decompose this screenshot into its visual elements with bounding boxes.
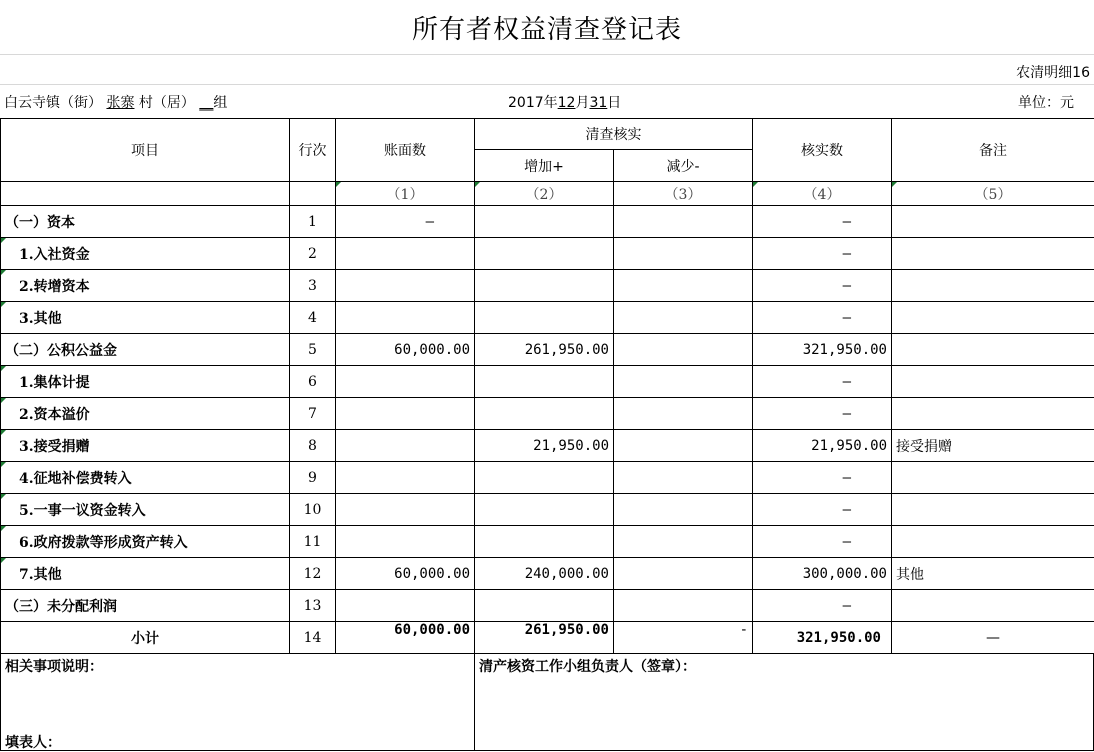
- row-item[interactable]: 5.一事一议资金转入: [1, 494, 290, 526]
- increase-cell[interactable]: [475, 462, 614, 494]
- table-row: [1, 430, 1094, 462]
- book-value-cell[interactable]: [336, 590, 475, 622]
- decrease-cell[interactable]: [614, 334, 753, 366]
- book-value-cell[interactable]: [336, 526, 475, 558]
- increase-cell[interactable]: [475, 302, 614, 334]
- verified-cell[interactable]: —: [753, 238, 892, 270]
- sheet-title: 所有者权益清查登记表: [0, 0, 1094, 55]
- row-number[interactable]: 3: [290, 270, 336, 302]
- row-item[interactable]: （一）资本: [1, 206, 290, 238]
- verified-cell[interactable]: 300,000.00: [753, 558, 892, 590]
- remark-cell[interactable]: [892, 270, 1094, 302]
- increase-cell[interactable]: [475, 494, 614, 526]
- remark-cell[interactable]: [892, 334, 1094, 366]
- table-row: [1, 590, 1094, 622]
- total-row-number[interactable]: 14: [290, 622, 336, 654]
- verified-cell[interactable]: —: [753, 590, 892, 622]
- row-number[interactable]: 6: [290, 366, 336, 398]
- verified-cell[interactable]: 21,950.00: [753, 430, 892, 462]
- header-row-1: [1, 119, 1094, 150]
- book-value-cell[interactable]: [336, 302, 475, 334]
- verified-cell[interactable]: —: [753, 398, 892, 430]
- total-increase[interactable]: 261,950.00: [475, 622, 614, 654]
- col-number: （4）: [753, 182, 892, 206]
- unit-label: 单位：元: [1018, 92, 1074, 112]
- col-book-value: 账面数: [336, 119, 475, 182]
- verified-cell[interactable]: —: [753, 526, 892, 558]
- col-increase: 增加+: [475, 150, 614, 182]
- row-item[interactable]: 1.集体计提: [1, 366, 290, 398]
- table-row: [1, 302, 1094, 334]
- row-item[interactable]: 1.入社资金: [1, 238, 290, 270]
- row-number[interactable]: 12: [290, 558, 336, 590]
- remark-cell[interactable]: [892, 238, 1094, 270]
- remark-cell[interactable]: [892, 366, 1094, 398]
- decrease-cell[interactable]: [614, 590, 753, 622]
- col-number: （3）: [614, 182, 753, 206]
- group-blank: __: [199, 95, 213, 111]
- decrease-cell[interactable]: [614, 206, 753, 238]
- book-value-cell[interactable]: —: [336, 206, 475, 238]
- col-number: （5）: [892, 182, 1094, 206]
- decrease-cell[interactable]: [614, 526, 753, 558]
- row-number[interactable]: 5: [290, 334, 336, 366]
- col-row-no: 行次: [290, 119, 336, 182]
- total-label[interactable]: 小计: [1, 622, 290, 654]
- table-row: [1, 334, 1094, 366]
- row-number[interactable]: 10: [290, 494, 336, 526]
- remark-cell[interactable]: [892, 526, 1094, 558]
- col-number: （1）: [336, 182, 475, 206]
- book-value-cell[interactable]: [336, 366, 475, 398]
- date-day: 31: [589, 95, 607, 111]
- row-item[interactable]: 6.政府拨款等形成资产转入: [1, 526, 290, 558]
- decrease-cell[interactable]: [614, 366, 753, 398]
- verified-cell[interactable]: 321,950.00: [753, 334, 892, 366]
- total-decrease[interactable]: -: [614, 622, 753, 654]
- date-year: 2017: [508, 95, 544, 111]
- increase-cell[interactable]: [475, 590, 614, 622]
- increase-cell[interactable]: [475, 270, 614, 302]
- increase-cell[interactable]: [475, 366, 614, 398]
- book-value-cell[interactable]: [336, 398, 475, 430]
- verified-cell[interactable]: —: [753, 462, 892, 494]
- decrease-cell[interactable]: [614, 430, 753, 462]
- increase-cell[interactable]: [475, 526, 614, 558]
- date-d: 日: [607, 95, 621, 111]
- report-date: [508, 92, 621, 112]
- row-item[interactable]: （二）公积公益金: [1, 334, 290, 366]
- form-number: 农清明细16: [1016, 62, 1090, 82]
- table-row: [1, 462, 1094, 494]
- increase-cell[interactable]: 240,000.00: [475, 558, 614, 590]
- row-item[interactable]: （三）未分配利润: [1, 590, 290, 622]
- decrease-cell[interactable]: [614, 462, 753, 494]
- decrease-cell[interactable]: [614, 302, 753, 334]
- town-label: 白云寺镇（街）: [4, 95, 102, 111]
- verified-cell[interactable]: —: [753, 494, 892, 526]
- row-number[interactable]: 8: [290, 430, 336, 462]
- book-value-cell[interactable]: 60,000.00: [336, 558, 475, 590]
- remark-cell[interactable]: [892, 206, 1094, 238]
- total-verified[interactable]: 321,950.00: [753, 622, 892, 654]
- remark-cell[interactable]: [892, 462, 1094, 494]
- book-value-cell[interactable]: [336, 430, 475, 462]
- increase-cell[interactable]: [475, 398, 614, 430]
- book-value-cell[interactable]: [336, 462, 475, 494]
- verified-cell[interactable]: —: [753, 302, 892, 334]
- total-book-value[interactable]: 60,000.00: [336, 622, 475, 654]
- col-item: 项目: [1, 119, 290, 182]
- remark-cell[interactable]: 接受捐赠: [892, 430, 1094, 462]
- increase-cell[interactable]: 261,950.00: [475, 334, 614, 366]
- equity-table: [0, 118, 1094, 654]
- table-row: [1, 494, 1094, 526]
- book-value-cell[interactable]: [336, 494, 475, 526]
- table-row: [1, 366, 1094, 398]
- row-number[interactable]: 13: [290, 590, 336, 622]
- filler-label: 填表人：: [5, 732, 61, 752]
- date-month: 12: [558, 95, 576, 111]
- increase-cell[interactable]: [475, 206, 614, 238]
- row-number[interactable]: 7: [290, 398, 336, 430]
- notes-cell[interactable]: [1, 654, 475, 750]
- table-row: [1, 270, 1094, 302]
- total-row: [1, 622, 1094, 654]
- table-row: [1, 558, 1094, 590]
- row-item[interactable]: 7.其他: [1, 558, 290, 590]
- table-row: [1, 238, 1094, 270]
- row-number[interactable]: 1: [290, 206, 336, 238]
- increase-cell[interactable]: 21,950.00: [475, 430, 614, 462]
- col-verify-group: 清查核实: [475, 119, 753, 150]
- decrease-cell[interactable]: [614, 558, 753, 590]
- total-remark[interactable]: —: [892, 622, 1094, 654]
- column-number-row: [1, 182, 1094, 206]
- row-item[interactable]: 3.接受捐赠: [1, 430, 290, 462]
- col-remark: 备注: [892, 119, 1094, 182]
- row-item[interactable]: 2.转增资本: [1, 270, 290, 302]
- blank-cell: [290, 182, 336, 206]
- remark-cell[interactable]: [892, 590, 1094, 622]
- verified-cell[interactable]: —: [753, 270, 892, 302]
- blank-cell: [1, 182, 290, 206]
- row-number[interactable]: 11: [290, 526, 336, 558]
- date-y: 年: [544, 95, 558, 111]
- footer-section: [0, 654, 1094, 751]
- row-item[interactable]: 4.征地补偿费转入: [1, 462, 290, 494]
- row-number[interactable]: 4: [290, 302, 336, 334]
- decrease-cell[interactable]: [614, 270, 753, 302]
- verified-cell[interactable]: —: [753, 206, 892, 238]
- remark-cell[interactable]: [892, 302, 1094, 334]
- row-number[interactable]: 2: [290, 238, 336, 270]
- row-item[interactable]: 3.其他: [1, 302, 290, 334]
- village-name: 张寨: [106, 95, 134, 111]
- table-row: [1, 526, 1094, 558]
- book-value-cell[interactable]: 60,000.00: [336, 334, 475, 366]
- verified-cell[interactable]: —: [753, 366, 892, 398]
- location-line: [4, 92, 227, 112]
- table-row: [1, 398, 1094, 430]
- col-number: （2）: [475, 182, 614, 206]
- row-number[interactable]: 9: [290, 462, 336, 494]
- table-row: [1, 206, 1094, 238]
- decrease-cell[interactable]: [614, 494, 753, 526]
- increase-cell[interactable]: [475, 238, 614, 270]
- group-suffix: 组: [213, 95, 227, 111]
- date-m: 月: [575, 95, 589, 111]
- decrease-cell[interactable]: [614, 398, 753, 430]
- col-verified: 核实数: [753, 119, 892, 182]
- book-value-cell[interactable]: [336, 270, 475, 302]
- row-item[interactable]: 2.资本溢价: [1, 398, 290, 430]
- leader-signature-label: 清产核资工作小组负责人（签章）：: [479, 656, 696, 676]
- remark-cell[interactable]: [892, 494, 1094, 526]
- decrease-cell[interactable]: [614, 238, 753, 270]
- col-decrease: 减少-: [614, 150, 753, 182]
- divider: [0, 84, 1094, 85]
- remark-cell[interactable]: [892, 398, 1094, 430]
- book-value-cell[interactable]: [336, 238, 475, 270]
- village-suffix: 村（居）: [134, 95, 194, 111]
- notes-label: 相关事项说明：: [5, 656, 103, 676]
- remark-cell[interactable]: 其他: [892, 558, 1094, 590]
